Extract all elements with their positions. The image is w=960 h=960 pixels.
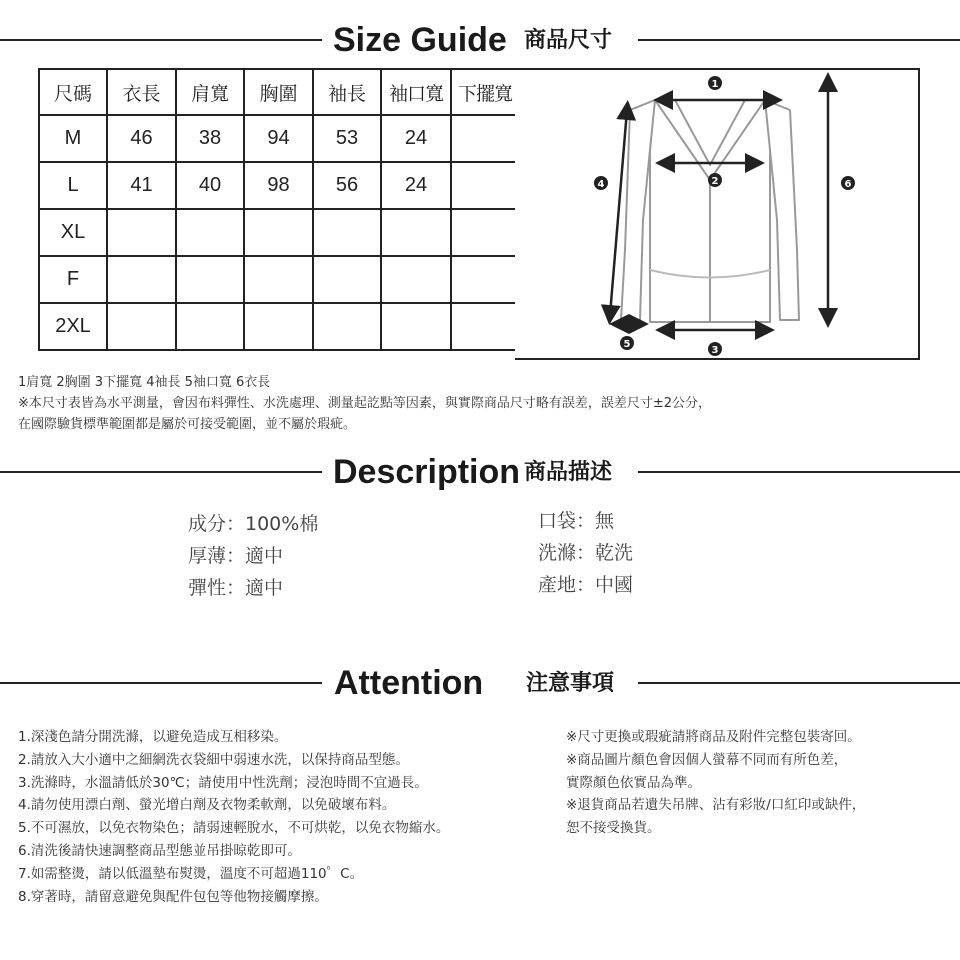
list-item: 恕不接受換貨。: [566, 820, 661, 837]
description-subtitle: 商品描述: [524, 460, 613, 485]
list-item: 4.請勿使用漂白劑、螢光增白劑及衣物柔軟劑，以免破壞布料。: [18, 797, 396, 814]
table-cell: F: [39, 256, 107, 303]
material-spec: 成分：100%棉: [188, 513, 319, 535]
table-row: [39, 256, 519, 303]
table-row: [39, 209, 519, 256]
list-item: ※退貨商品若遺失吊牌、沾有彩妝/口紅印或缺件，: [566, 797, 866, 814]
list-item: 5.不可濕放，以免衣物染色；請弱速輕脫水，不可烘乾，以免衣物縮水。: [18, 820, 450, 837]
svg-text:2: 2: [711, 176, 719, 187]
list-item: 3.洗滌時，水溫請低於30℃；請使用中性洗劑；浸泡時間不宜過長。: [18, 774, 428, 791]
list-item: 1.深淺色請分開洗滌，以避免造成互相移染。: [18, 729, 288, 745]
origin-spec: 產地：中國: [538, 574, 634, 596]
size-guide-title: Size Guide: [333, 21, 507, 59]
table-cell: [176, 209, 244, 256]
elasticity-spec: 彈性：適中: [188, 577, 284, 599]
table-cell: [244, 209, 313, 256]
divider-right: [638, 471, 960, 473]
divider-left: [0, 471, 322, 473]
description-left: [188, 508, 318, 604]
table-cell: 98: [244, 162, 313, 209]
header-cell-size: 尺碼: [39, 69, 107, 115]
table-cell: [176, 303, 244, 350]
table-cell: L: [39, 162, 107, 209]
return-policy: [566, 726, 865, 840]
table-cell: [451, 256, 519, 303]
list-item: ※尺寸更換或瑕疵請將商品及附件完整包裝寄回。: [566, 729, 861, 745]
marker-6-icon: [841, 176, 855, 190]
svg-text:4: 4: [597, 179, 605, 190]
description-title: Description: [333, 453, 521, 491]
note-line-1: ※本尺寸表皆為水平測量，會因布料彈性、水洗處理、測量起訖點等因素，與實際商品尺寸略有誤差，誤差尺寸±2公分，: [18, 396, 712, 411]
marker-4-icon: [594, 176, 608, 190]
table-cell: [313, 209, 381, 256]
table-cell: [381, 256, 451, 303]
list-item: 6.清洗後請快速調整商品型態並吊掛晾乾即可。: [18, 842, 301, 859]
washing-spec: 洗滌：乾洗: [538, 542, 634, 564]
table-cell: M: [39, 115, 107, 162]
size-guide-subtitle: 商品尺寸: [524, 28, 613, 53]
table-cell: [107, 209, 176, 256]
table-cell: 94: [244, 115, 313, 162]
list-item: ※商品圖片顏色會因個人螢幕不同而有所色差，: [566, 751, 848, 768]
svg-text:6: 6: [844, 179, 852, 190]
table-cell: [107, 303, 176, 350]
table-cell: 53: [313, 115, 381, 162]
marker-2-icon: [708, 173, 722, 187]
table-cell: [244, 303, 313, 350]
size-guide-header: [0, 20, 960, 60]
cardigan-outline: [621, 100, 799, 322]
table-cell: [451, 115, 519, 162]
table-row: [39, 115, 519, 162]
header-cell-shoulder: 肩寬: [176, 69, 244, 115]
pocket-spec: 口袋：無: [538, 510, 615, 532]
header-cell-sleeve: 袖長: [313, 69, 381, 115]
table-cell: [313, 303, 381, 350]
table-cell: 56: [313, 162, 381, 209]
table-cell: 46: [107, 115, 176, 162]
table-cell: 41: [107, 162, 176, 209]
divider-right: [638, 39, 960, 41]
table-cell: [451, 303, 519, 350]
table-header-row: [39, 69, 519, 115]
table-row: [39, 303, 519, 350]
header-cell-hem: 下擺寬: [451, 69, 519, 115]
table-cell: [244, 256, 313, 303]
care-instructions: [18, 726, 449, 908]
table-cell: [107, 256, 176, 303]
divider-left: [0, 682, 322, 684]
table-cell: 24: [381, 115, 451, 162]
list-item: 7.如需整燙，請以低溫墊布熨燙，溫度不可超過110゜C。: [18, 865, 364, 882]
divider-left: [0, 39, 322, 41]
table-cell: 40: [176, 162, 244, 209]
description-header: [0, 452, 960, 492]
divider-right: [638, 682, 960, 684]
list-item: 8.穿著時，請留意避免與配件包包等他物接觸摩擦。: [18, 888, 328, 905]
table-cell: 2XL: [39, 303, 107, 350]
size-table: [38, 68, 520, 351]
table-cell: [313, 256, 381, 303]
svg-text:1: 1: [711, 79, 719, 90]
size-notes: [18, 372, 711, 435]
marker-group: [594, 76, 855, 356]
table-cell: [451, 162, 519, 209]
list-item: 2.請放入大小適中之細網洗衣袋細中弱速水洗，以保持商品型態。: [18, 751, 409, 768]
table-cell: 38: [176, 115, 244, 162]
svg-text:5: 5: [623, 339, 631, 350]
table-cell: [451, 209, 519, 256]
svg-text:3: 3: [711, 345, 719, 356]
table-cell: 24: [381, 162, 451, 209]
cardigan-illustration: [515, 70, 918, 360]
table-cell: [381, 209, 451, 256]
attention-subtitle: 注意事項: [526, 671, 615, 696]
attention-header: [0, 663, 960, 703]
marker-5-icon: [620, 336, 634, 350]
thickness-spec: 厚薄：適中: [188, 545, 284, 567]
table-cell: XL: [39, 209, 107, 256]
list-item: 實際顏色依實品為準。: [566, 774, 701, 791]
note-line-2: 在國際驗貨標準範圍都是屬於可接受範圍，並不屬於瑕疵。: [18, 417, 357, 432]
description-right: [538, 505, 633, 601]
table-row: [39, 162, 519, 209]
header-cell-cuff: 袖口寬: [381, 69, 451, 115]
header-cell-length: 衣長: [107, 69, 176, 115]
marker-3-icon: [708, 342, 722, 356]
table-cell: [176, 256, 244, 303]
header-cell-chest: 胸圍: [244, 69, 313, 115]
garment-diagram: [515, 68, 920, 360]
table-cell: [381, 303, 451, 350]
attention-title: Attention: [334, 664, 484, 702]
measurement-legend: 1肩寬 2胸圍 3下擺寬 4袖長 5袖口寬 6衣長: [18, 375, 271, 390]
marker-1-icon: [708, 76, 722, 90]
